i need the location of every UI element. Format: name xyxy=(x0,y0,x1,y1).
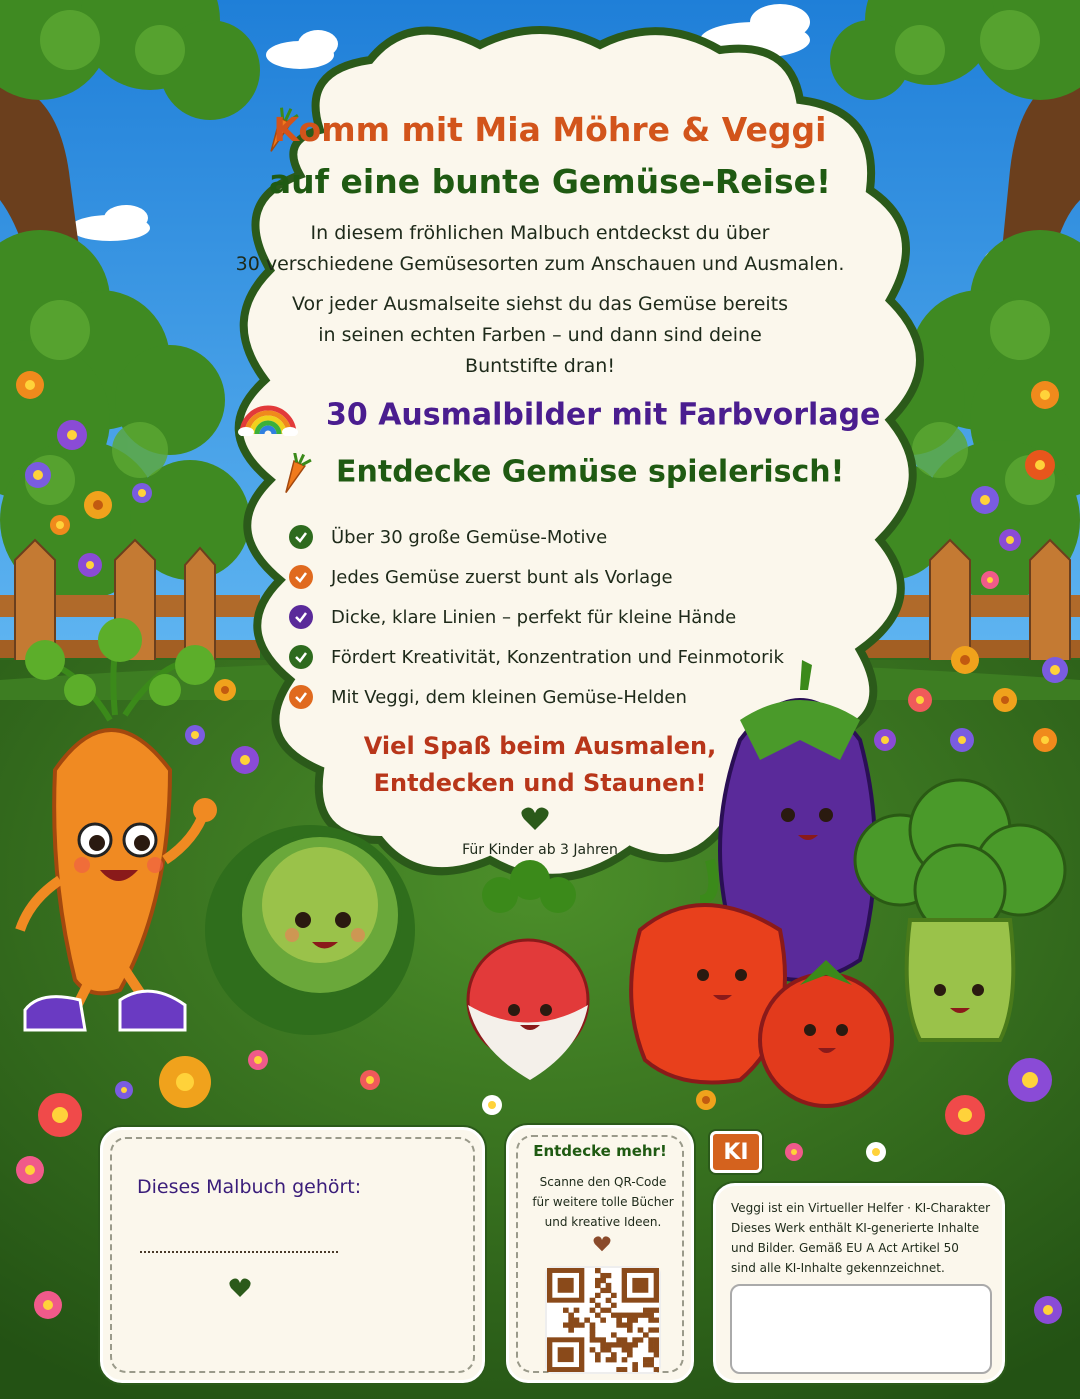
intro-paragraph-2 xyxy=(200,289,880,382)
bullet-item xyxy=(289,677,784,717)
qr-code-pattern xyxy=(547,1268,659,1372)
check-icon xyxy=(289,685,313,709)
rainbow-icon xyxy=(238,396,298,436)
check-icon xyxy=(289,565,313,589)
heart-icon xyxy=(593,1236,611,1252)
qr-code[interactable] xyxy=(545,1266,661,1374)
intro-p2-line2: in seinen echten Farben – und dann sind deine xyxy=(318,324,762,346)
closing-message xyxy=(320,728,760,802)
feature-carrot xyxy=(238,453,844,493)
ki-disclosure-text xyxy=(731,1198,1001,1278)
panel-dashed-border xyxy=(110,1137,475,1373)
ki-line4: sind alle KI-Inhalte gekennzeichnet. xyxy=(731,1261,945,1275)
qr-line3: und kreative Ideen. xyxy=(544,1215,662,1229)
feature-rainbow xyxy=(238,396,880,436)
age-recommendation: Für Kinder ab 3 Jahren xyxy=(462,842,618,858)
bullet-item xyxy=(289,637,784,677)
ki-disclosure-panel xyxy=(713,1183,1005,1383)
qr-panel xyxy=(506,1125,694,1383)
headline-line1: Komm mit Mia Möhre & Veggi xyxy=(273,110,827,149)
check-icon xyxy=(289,645,313,669)
intro-p2-line3: Buntstifte dran! xyxy=(465,355,615,377)
bullet-text: Mit Veggi, dem kleinen Gemüse-Helden xyxy=(331,686,687,708)
check-icon xyxy=(289,605,313,629)
bullet-text: Fördert Kreativität, Konzentration und Feinmotorik xyxy=(331,646,784,668)
qr-title: Entdecke mehr! xyxy=(533,1142,667,1160)
bullet-item xyxy=(289,517,784,557)
ki-line3: und Bilder. Gemäß EU A Act Artikel 50 xyxy=(731,1241,959,1255)
qr-line2: für weitere tolle Bücher xyxy=(532,1195,674,1209)
owner-label: Dieses Malbuch gehört: xyxy=(137,1176,362,1198)
bullet-item xyxy=(289,597,784,637)
intro-p1-line1: In diesem fröhlichen Malbuch entdeckst du über xyxy=(310,222,770,244)
carrot-icon xyxy=(278,453,322,493)
ki-blank-box xyxy=(730,1284,992,1374)
headline-line2: auf eine bunte Gemüse-Reise! xyxy=(268,162,832,201)
bullet-text: Jedes Gemüse zuerst bunt als Vorlage xyxy=(331,566,673,588)
heart-icon xyxy=(229,1278,251,1298)
owner-name-line[interactable] xyxy=(140,1251,338,1253)
feature-carrot-text: Entdecke Gemüse spielerisch! xyxy=(336,454,845,490)
check-icon xyxy=(289,525,313,549)
ki-badge: KI xyxy=(710,1131,762,1173)
intro-p2-line1: Vor jeder Ausmalseite siehst du das Gemüse bereits xyxy=(291,293,789,315)
closing-line2: Entdecken und Staunen! xyxy=(373,769,707,797)
bullet-item xyxy=(289,557,784,597)
qr-description xyxy=(521,1172,685,1232)
ki-line1: Veggi ist ein Virtueller Helfer · KI-Charakter xyxy=(731,1201,991,1215)
ki-line2: Dieses Werk enthält KI-generierte Inhalte xyxy=(731,1221,980,1235)
feature-bullet-list xyxy=(289,517,784,717)
bullet-text: Über 30 große Gemüse-Motive xyxy=(331,526,608,548)
owner-panel xyxy=(100,1127,485,1383)
intro-p1-line2: 30 verschiedene Gemüsesorten zum Anschauen und Ausmalen. xyxy=(235,253,845,275)
closing-line1: Viel Spaß beim Ausmalen, xyxy=(363,732,717,760)
bullet-text: Dicke, klare Linien – perfekt für kleine Hände xyxy=(331,606,737,628)
qr-line1: Scanne den QR-Code xyxy=(539,1175,667,1189)
intro-paragraph-1 xyxy=(200,218,880,280)
feature-rainbow-text: 30 Ausmalbilder mit Farbvorlage xyxy=(326,397,881,433)
